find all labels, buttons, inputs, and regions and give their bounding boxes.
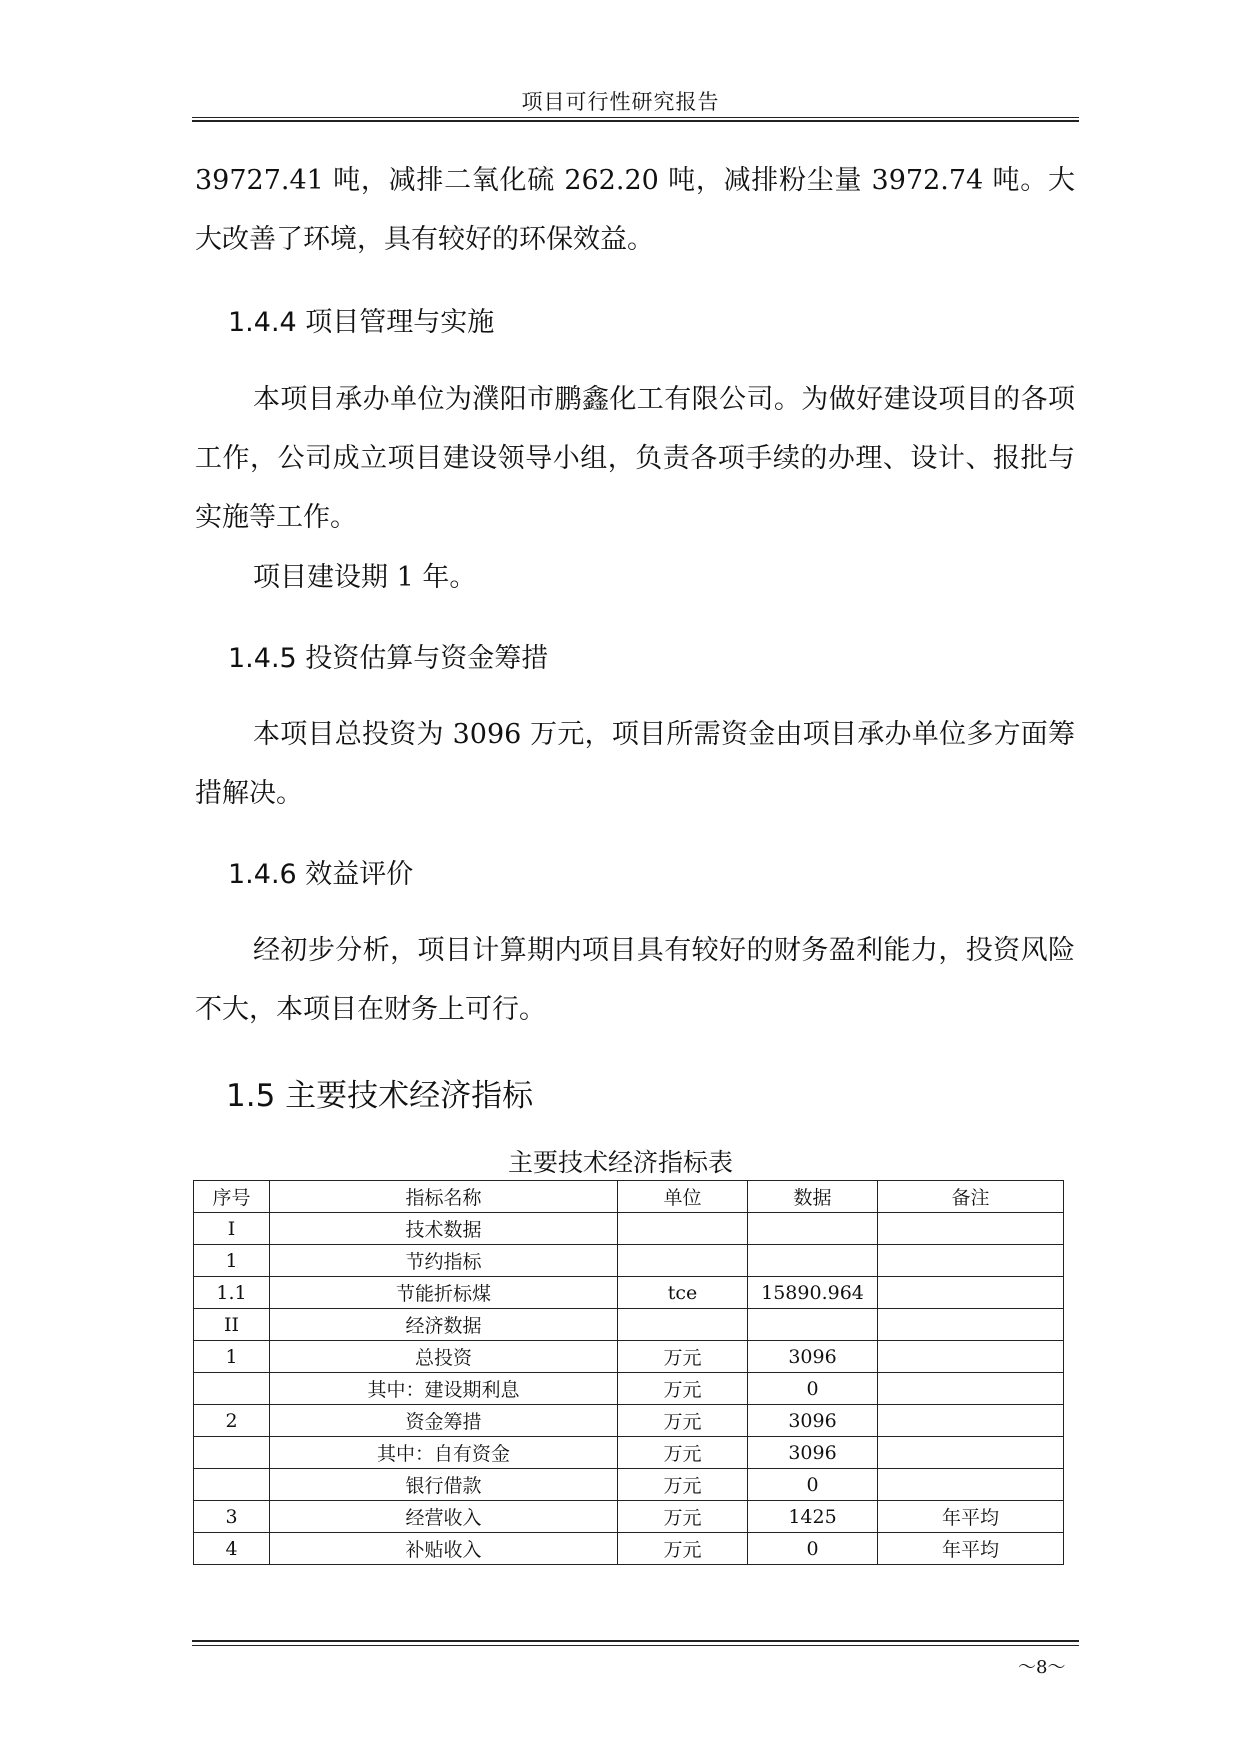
cell-unit: 万元: [618, 1373, 748, 1405]
paragraph-management: 本项目承办单位为濮阳市鹏鑫化工有限公司。为做好建设项目的各项工作，公司成立项目建设领导小组，负责各项手续的办理、设计、报批与实施等工作。: [195, 384, 1075, 533]
cell-seq: 1: [194, 1341, 270, 1373]
cell-value: 15890.964: [748, 1277, 878, 1309]
cell-name: 总投资: [270, 1341, 618, 1373]
cell-seq: I: [194, 1213, 270, 1245]
header-cell-seq: 序号: [194, 1181, 270, 1213]
cell-note: [878, 1469, 1064, 1501]
cell-name: 银行借款: [270, 1469, 618, 1501]
cell-seq: [194, 1373, 270, 1405]
cell-name: 节能折标煤: [270, 1277, 618, 1309]
cell-unit: 万元: [618, 1405, 748, 1437]
table-row: [194, 1405, 1064, 1437]
cell-seq: [194, 1469, 270, 1501]
cell-seq: 4: [194, 1533, 270, 1565]
cell-value: 0: [748, 1373, 878, 1405]
header-cell-note: 备注: [878, 1181, 1064, 1213]
paragraph-construction-period: 项目建设期 1 年。: [253, 562, 477, 593]
cell-seq: 1.1: [194, 1277, 270, 1309]
cell-seq: 1: [194, 1245, 270, 1277]
cell-note: [878, 1309, 1064, 1341]
table-row: [194, 1245, 1064, 1277]
cell-value: [748, 1309, 878, 1341]
continued-paragraph: 39727.41 吨，减排二氧化硫 262.20 吨，减排粉尘量 3972.74 吨。大大改善了环境，具有较好的环保效益。: [195, 165, 1075, 255]
cell-note: [878, 1245, 1064, 1277]
cell-unit: 万元: [618, 1341, 748, 1373]
cell-value: 3096: [748, 1341, 878, 1373]
cell-seq: [194, 1437, 270, 1469]
cell-name: 资金筹措: [270, 1405, 618, 1437]
cell-note: [878, 1405, 1064, 1437]
cell-note: 年平均: [878, 1533, 1064, 1565]
cell-note: 年平均: [878, 1501, 1064, 1533]
cell-name: 其中：自有资金: [270, 1437, 618, 1469]
cell-value: 0: [748, 1533, 878, 1565]
cell-unit: 万元: [618, 1469, 748, 1501]
cell-unit: [618, 1309, 748, 1341]
cell-note: [878, 1277, 1064, 1309]
cell-unit: 万元: [618, 1533, 748, 1565]
table-row: [194, 1437, 1064, 1469]
table-row: [194, 1469, 1064, 1501]
section-heading-1-4-6: 1.4.6 效益评价: [228, 859, 414, 890]
cell-name: 经济数据: [270, 1309, 618, 1341]
cell-unit: [618, 1245, 748, 1277]
indicators-table: [193, 1180, 1064, 1565]
cell-note: [878, 1341, 1064, 1373]
table-row: [194, 1533, 1064, 1565]
cell-name: 补贴收入: [270, 1533, 618, 1565]
cell-value: [748, 1245, 878, 1277]
cell-unit: tce: [618, 1277, 748, 1309]
table-header-row: [194, 1181, 1064, 1213]
cell-note: [878, 1213, 1064, 1245]
cell-value: 3096: [748, 1405, 878, 1437]
cell-unit: [618, 1213, 748, 1245]
header-cell-name: 指标名称: [270, 1181, 618, 1213]
footer-rule-thin: [192, 1645, 1079, 1646]
page-number: ～8～: [1018, 1657, 1066, 1678]
cell-note: [878, 1437, 1064, 1469]
section-heading-1-4-4: 1.4.4 项目管理与实施: [228, 307, 495, 338]
cell-note: [878, 1373, 1064, 1405]
cell-seq: 2: [194, 1405, 270, 1437]
page-header-title: 项目可行性研究报告: [521, 90, 720, 114]
cell-value: [748, 1213, 878, 1245]
table-row: [194, 1277, 1064, 1309]
cell-name: 其中：建设期利息: [270, 1373, 618, 1405]
cell-name: 节约指标: [270, 1245, 618, 1277]
section-heading-1-4-5: 1.4.5 投资估算与资金筹措: [228, 643, 549, 674]
cell-unit: 万元: [618, 1501, 748, 1533]
table-row: [194, 1213, 1064, 1245]
header-rule-thin: [192, 117, 1079, 118]
cell-unit: 万元: [618, 1437, 748, 1469]
cell-name: 技术数据: [270, 1213, 618, 1245]
footer-rule-thick: [192, 1640, 1079, 1642]
table-row: [194, 1341, 1064, 1373]
header-cell-value: 数据: [748, 1181, 878, 1213]
table-row: [194, 1501, 1064, 1533]
header-rule-thick: [192, 120, 1079, 122]
cell-seq: II: [194, 1309, 270, 1341]
cell-seq: 3: [194, 1501, 270, 1533]
table-row: [194, 1373, 1064, 1405]
cell-value: 1425: [748, 1501, 878, 1533]
table-row: [194, 1309, 1064, 1341]
paragraph-investment: 本项目总投资为 3096 万元，项目所需资金由项目承办单位多方面筹措解决。: [195, 719, 1075, 809]
header-cell-unit: 单位: [618, 1181, 748, 1213]
section-heading-1-5: 1.5 主要技术经济指标: [226, 1078, 534, 1114]
paragraph-benefit: 经初步分析，项目计算期内项目具有较好的财务盈利能力，投资风险不大，本项目在财务上可行。: [195, 935, 1075, 1025]
table-title: 主要技术经济指标表: [507, 1148, 733, 1177]
cell-value: 0: [748, 1469, 878, 1501]
cell-value: 3096: [748, 1437, 878, 1469]
cell-name: 经营收入: [270, 1501, 618, 1533]
